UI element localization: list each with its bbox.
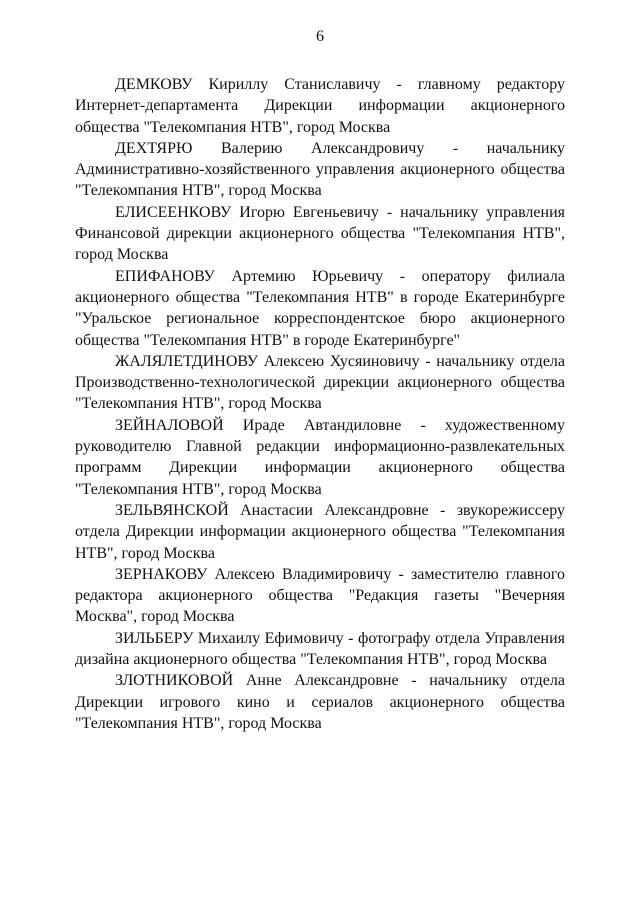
- list-item: ЖАЛЯЛЕТДИНОВУ Алексею Хусяиновичу - начальнику отдела Производственно-технологической дирекции акционерного общества "Телекомпания НТВ", город Москва: [75, 352, 565, 413]
- list-item: ЗЕРНАКОВУ Алексею Владимировичу - заместителю главного редактора акционерного общества "Редакция газеты "Вечерняя Москва", город Москва: [75, 565, 565, 626]
- list-item: ЗИЛЬБЕРУ Михаилу Ефимовичу - фотографу отдела Управления дизайна акционерного общества "Телекомпания НТВ", город Москва: [75, 629, 565, 669]
- list-item: ЗЛОТНИКОВОЙ Анне Александровне - начальнику отдела Дирекции игрового кино и сериалов акционерного общества "Телекомпания НТВ", город Москва: [75, 672, 565, 732]
- list-item: ДЕХТЯРЮ Валерию Александровичу - начальнику Административно-хозяйственного управления акционерного общества "Телекомпания НТВ", город Москва: [75, 139, 565, 200]
- award-list: [75, 74, 565, 734]
- list-item: ЕЛИСЕЕНКОВУ Игорю Евгеньевичу - начальнику управления Финансовой дирекции акционерного общества "Телекомпания НТВ", город Москва: [75, 203, 565, 264]
- list-item: ДЕМКОВУ Кириллу Станиславичу - главному редактору Интернет-департамента Дирекции информации акционерного общества "Телекомпания НТВ", город Москва: [75, 76, 565, 136]
- page-number: 6: [316, 28, 324, 45]
- list-item: ЗЕЛЬВЯНСКОЙ Анастасии Александровне - звукорежиссеру отдела Дирекции информации акционерного общества "Телекомпания НТВ", город Москва: [75, 501, 565, 562]
- list-item: ЕПИФАНОВУ Артемию Юрьевичу - оператору филиала акционерного общества "Телекомпания НТВ" в городе Екатеринбурге "Уральское региональное корреспондентское бюро акционерного общества "Телекомпания НТВ" в городе Екатеринбурге": [75, 267, 565, 349]
- list-item: ЗЕЙНАЛОВОЙ Ираде Автандиловне - художественному руководителю Главной редакции информационно-развлекательных программ Дирекции информации акционерного общества "Телекомпания НТВ", город Москва: [75, 416, 565, 498]
